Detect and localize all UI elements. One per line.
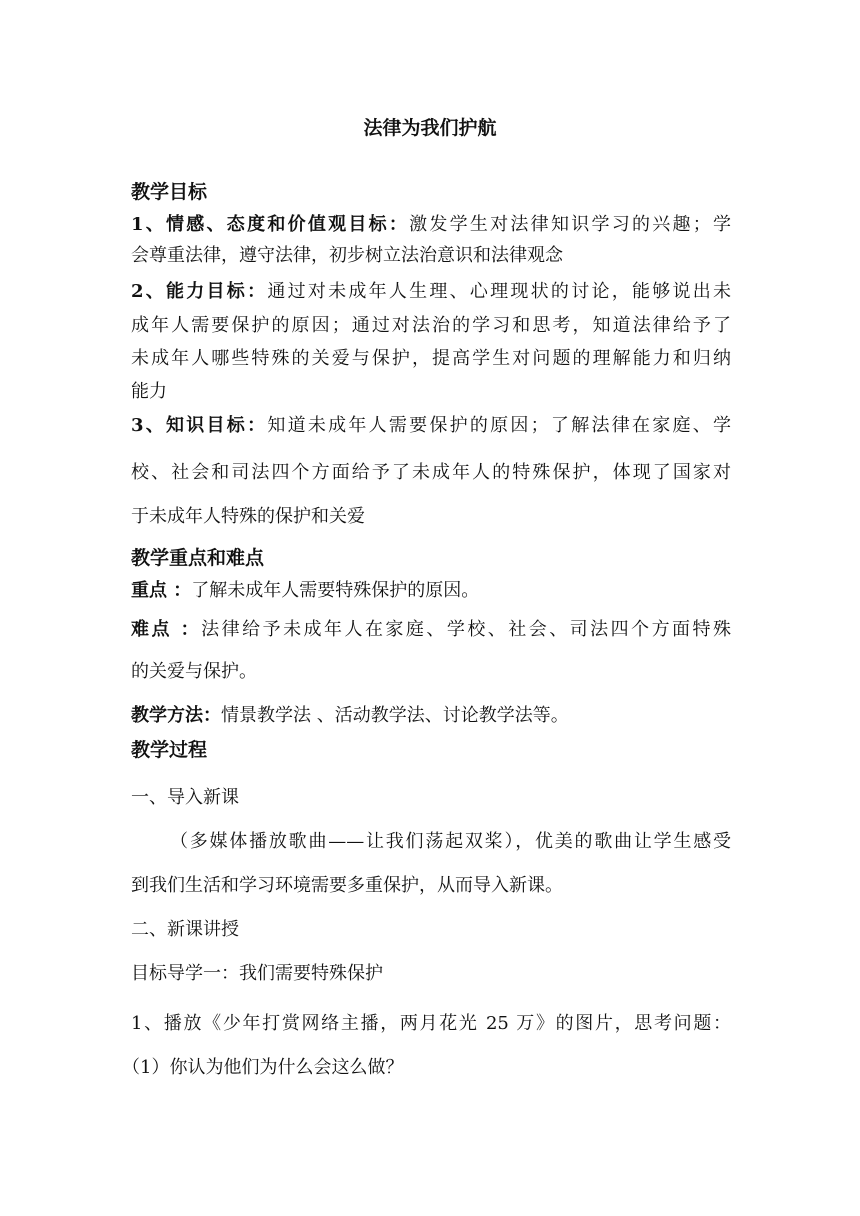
objective-2-line-3: 未成年人哪些特殊的关爱与保护，提高学生对问题的理解能力和归纳 [131, 348, 731, 369]
goal-1-heading: 目标导学一：我们需要特殊保护 [131, 963, 383, 984]
difficulty-line-2: 的关爱与保护。 [131, 661, 257, 682]
objective-2-line-2: 成年人需要保护的原因；通过对法治的学习和思考，知道法律给予了 [131, 315, 731, 336]
key-point [131, 578, 731, 604]
objective-2-line-4: 能力 [131, 381, 167, 402]
objective-2-label: 2、能力目标： [131, 281, 268, 302]
objective-1-text: 激发学生对法律知识学习的兴趣；学 [409, 214, 732, 235]
section-2-heading: 二、新课讲授 [131, 919, 239, 940]
objective-3-text: 知道未成年人需要保护的原因；了解法律在家庭、学 [267, 415, 731, 436]
process-heading: 教学过程 [131, 739, 208, 761]
question-1: （1）你认为他们为什么会这么做？ [122, 1057, 404, 1078]
objectives-heading: 教学目标 [131, 181, 208, 203]
difficulty-label: 难点 ： [131, 619, 202, 640]
objective-1-line-2: 会尊重法律，遵守法律，初步树立法治意识和法律观念 [131, 245, 563, 266]
difficulty-line-1 [131, 617, 731, 643]
objective-2-line-1 [131, 279, 731, 305]
section-1-heading: 一、导入新课 [131, 787, 239, 808]
difficulty-text: 法律给予未成年人在家庭、学校、社会、司法四个方面特殊 [201, 619, 731, 640]
item-1: 1、播放《少年打赏网络主播，两月花光 25 万》的图片，思考问题： [131, 1013, 731, 1034]
teaching-method [131, 703, 731, 729]
objective-3-line-1 [131, 413, 731, 439]
teaching-method-label: 教学方法： [131, 705, 221, 726]
objective-1-line-1 [131, 212, 731, 238]
document-title: 法律为我们护航 [363, 117, 497, 139]
key-point-label: 重点 ： [131, 580, 192, 601]
teaching-method-text: 情景教学法 、活动教学法、讨论教学法等。 [221, 705, 569, 726]
section-1-paragraph-line-1: （多媒体播放歌曲——让我们荡起双桨），优美的歌曲让学生感受 [170, 831, 731, 852]
section-1-paragraph-line-2: 到我们生活和学习环境需要多重保护，从而导入新课。 [131, 875, 563, 896]
objective-3-label: 3、知识目标： [131, 415, 268, 436]
objective-1-label: 1、情感、态度和价值观目标： [131, 214, 410, 235]
objective-2-text: 通过对未成年人生理、心理现状的讨论，能够说出未 [267, 281, 731, 302]
objective-3-line-2: 校、社会和司法四个方面给予了未成年人的特殊保护，体现了国家对 [131, 462, 731, 483]
objective-3-line-3: 于未成年人特殊的保护和关爱 [131, 506, 365, 527]
key-point-text: 了解未成年人需要特殊保护的原因。 [191, 580, 480, 601]
key-points-heading: 教学重点和难点 [131, 547, 265, 569]
